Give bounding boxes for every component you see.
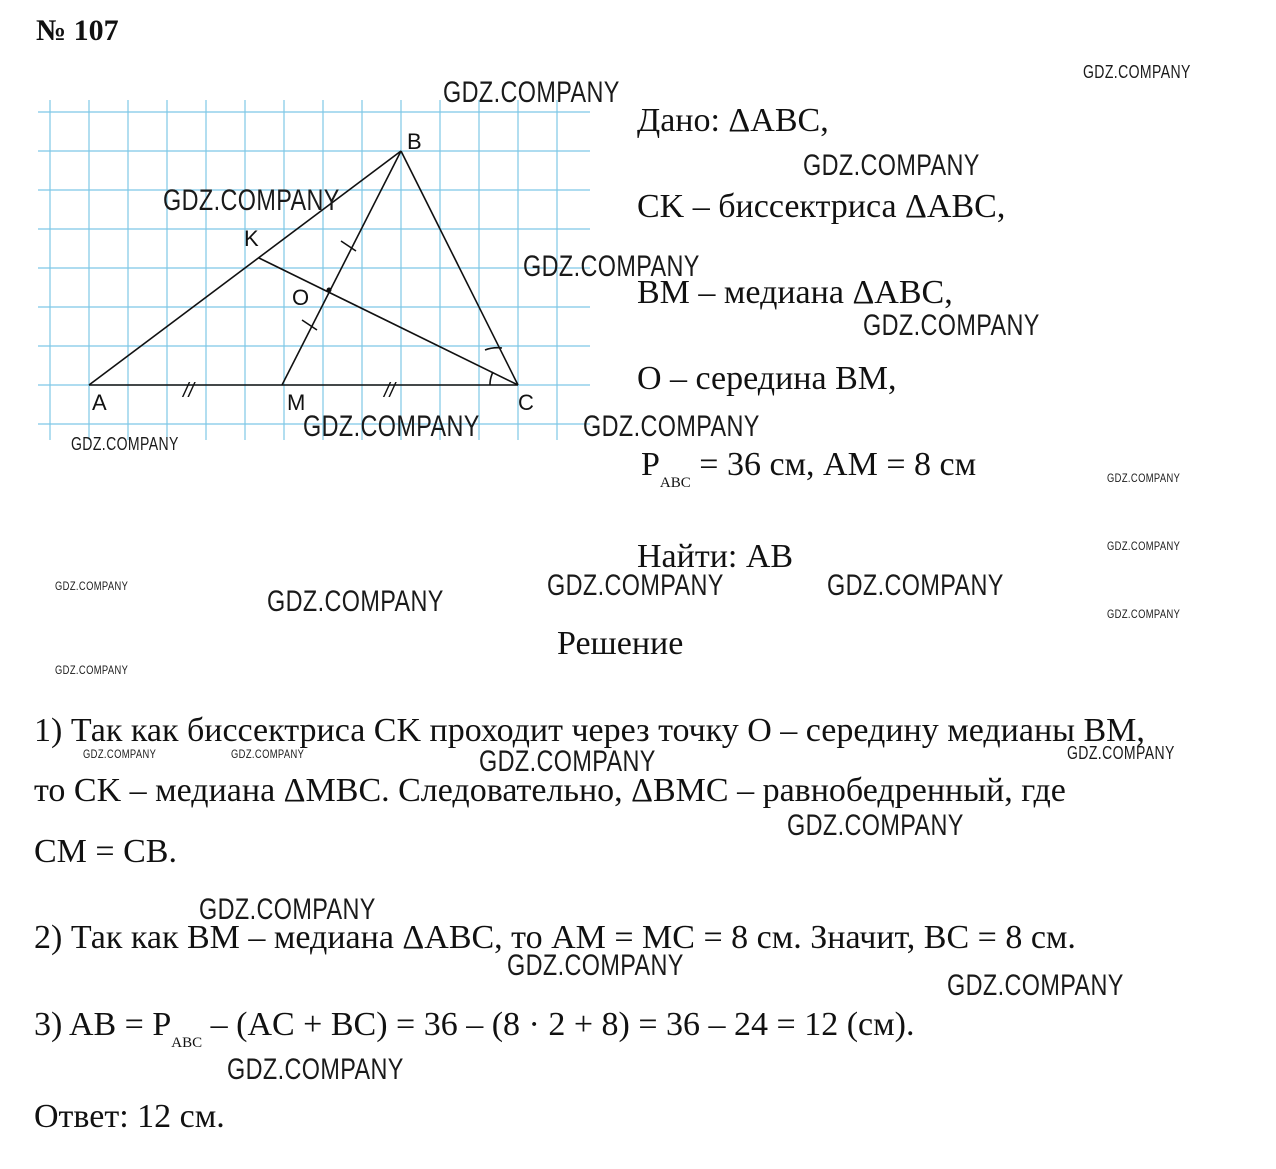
step3-prefix: 3) AB = [34, 1006, 153, 1043]
watermark: GDZ.COMPANY [547, 569, 724, 602]
given-line-1: Дано: ΔABC, [637, 102, 829, 139]
watermark: GDZ.COMPANY [787, 809, 964, 842]
label-c: C [518, 390, 534, 415]
answer-line: Ответ: 12 см. [34, 1098, 225, 1135]
solution-heading: Решение [557, 625, 684, 662]
watermark: GDZ.COMPANY [199, 893, 376, 926]
step1-line3: CM = CB. [34, 833, 177, 870]
equal-mark-am: // [183, 380, 195, 402]
label-b: B [407, 129, 422, 154]
angle-arc-1 [490, 372, 493, 385]
watermark: GDZ.COMPANY [583, 410, 760, 443]
step3-calculation: – (AC + BC) = 36 – (8 · 2 + 8) = 36 – 24 = 12 (см). [202, 1006, 915, 1043]
watermark: GDZ.COMPANY [443, 76, 620, 109]
watermark: GDZ.COMPANY [83, 747, 157, 761]
step3-line [34, 1006, 915, 1051]
watermark: GDZ.COMPANY [71, 434, 179, 454]
label-o: O [292, 285, 310, 310]
perimeter-subscript: ABC [659, 475, 691, 491]
label-k: K [244, 226, 259, 251]
watermark: GDZ.COMPANY [227, 1053, 404, 1086]
given-line-3: BM – медиана ΔABC, [637, 274, 953, 311]
watermark: GDZ.COMPANY [1107, 607, 1181, 621]
equal-mark-mc: // [384, 380, 396, 402]
label-m: M [287, 390, 306, 415]
watermark: GDZ.COMPANY [1107, 539, 1181, 553]
step1-line1: 1) Так как биссектриса CK проходит через точку O – середину медианы BM, [34, 712, 1145, 749]
point-o [327, 288, 332, 293]
watermark: GDZ.COMPANY [523, 250, 700, 283]
watermark: GDZ.COMPANY [267, 585, 444, 618]
perimeter-symbol: P [641, 446, 660, 483]
grid-paper [38, 100, 590, 440]
label-a: A [92, 390, 107, 415]
watermark: GDZ.COMPANY [863, 309, 1040, 342]
watermark: GDZ.COMPANY [947, 969, 1124, 1002]
step1-line2: то CK – медиана ΔMBC. Следовательно, ΔBMC – равнобедренный, где [34, 772, 1066, 809]
watermark: GDZ.COMPANY [1067, 743, 1175, 763]
watermark: GDZ.COMPANY [55, 663, 129, 677]
watermark: GDZ.COMPANY [1083, 62, 1191, 82]
watermark: GDZ.COMPANY [479, 745, 656, 778]
step3-perimeter-symbol: P [152, 1006, 172, 1043]
perimeter-values: = 36 см, AM = 8 см [690, 446, 977, 483]
given-perimeter [641, 446, 977, 491]
watermark: GDZ.COMPANY [803, 149, 980, 182]
given-line-2: CK – биссектриса ΔABC, [637, 188, 1006, 225]
watermark: GDZ.COMPANY [55, 579, 129, 593]
step3-perimeter-subscript: ABC [171, 1035, 203, 1051]
watermark: GDZ.COMPANY [507, 949, 684, 982]
watermark: GDZ.COMPANY [163, 184, 340, 217]
watermark: GDZ.COMPANY [231, 747, 305, 761]
given-line-4: O – середина BM, [637, 360, 897, 397]
find-line: Найти: AB [637, 538, 794, 575]
step2-line: 2) Так как BM – медиана ΔABC, то AM = MC = 8 см. Значит, BC = 8 см. [34, 919, 1076, 956]
watermark: GDZ.COMPANY [1107, 471, 1181, 485]
watermark: GDZ.COMPANY [303, 410, 480, 443]
triangle-figure [36, 98, 596, 443]
watermark: GDZ.COMPANY [827, 569, 1004, 602]
problem-number: № 107 [36, 14, 119, 47]
